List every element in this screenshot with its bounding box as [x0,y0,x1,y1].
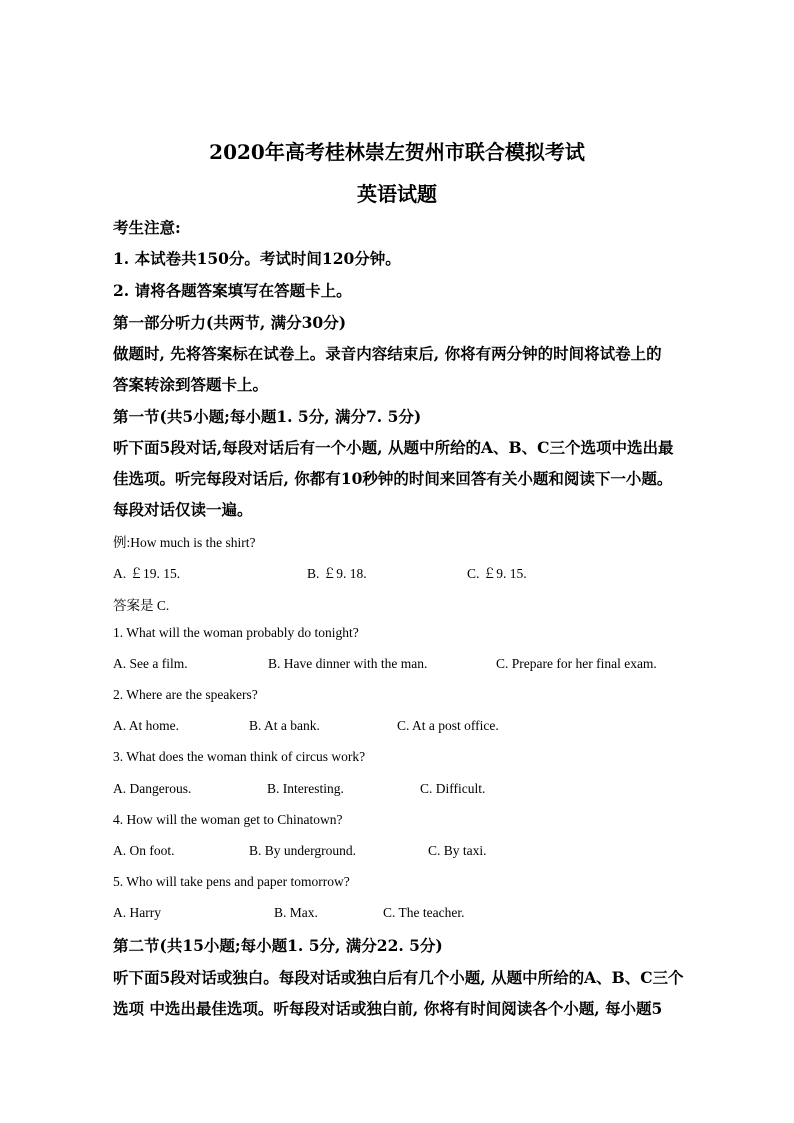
section2-instruction-line: 听下面5段对话或独白。每段对话或独白后有几个小题, 从题中所给的A、B、C三个 [113,968,684,987]
exam-subtitle: 英语试题 [357,182,437,206]
exam-title: 2020年高考桂林崇左贺州市联合模拟考试 [209,140,585,164]
example-option-c: C. ￡9. 15. [467,566,527,581]
example-option-a: A. ￡19. 15. [113,566,181,581]
question-3: 3. What does the woman think of circus work? [113,749,366,764]
question-3-option-a: A. Dangerous. [113,781,192,796]
part1-heading: 第一部分听力(共两节, 满分30分) [113,313,347,332]
part1-instruction-line: 做题时, 先将答案标在试卷上。录音内容结束后, 你将有两分钟的时间将试卷上的 [113,344,662,363]
section1-instruction-line: 每段对话仅读一遍。 [113,500,253,519]
example-question: 例:How much is the shirt? [113,535,256,550]
question-5-option-c: C. The teacher. [383,905,465,920]
question-2-option-c: C. At a post office. [397,718,499,733]
question-3-option-b: B. Interesting. [267,781,344,796]
question-4-option-c: C. By taxi. [428,843,487,858]
question-4-option-b: B. By underground. [249,843,356,858]
part1-instruction-line: 答案转涂到答题卡上。 [113,375,269,394]
section1-heading: 第一节(共5小题;每小题1. 5分, 满分7. 5分) [113,407,422,426]
question-1-option-b: B. Have dinner with the man. [268,656,428,671]
section2-instruction-line: 选项 中选出最佳选项。听每段对话或独白前, 你将有时间阅读各个小题, 每小题5 [113,999,663,1018]
notice-item-2: 2. 请将各题答案填写在答题卡上。 [113,281,352,300]
question-1: 1. What will the woman probably do tonight? [113,625,359,640]
question-1-option-c: C. Prepare for her final exam. [496,656,657,671]
question-2-option-a: A. At home. [113,718,179,733]
question-3-option-c: C. Difficult. [420,781,486,796]
question-1-option-a: A. See a film. [113,656,188,671]
question-2: 2. Where are the speakers? [113,687,258,702]
example-option-b: B. ￡9. 18. [307,566,367,581]
section1-instruction-line: 佳选项。听完每段对话后, 你都有10秒钟的时间来回答有关小题和阅读下一小题。 [113,469,673,488]
question-5: 5. Who will take pens and paper tomorrow? [113,874,350,889]
notice-heading: 考生注意: [113,218,181,237]
example-answer: 答案是 C. [113,598,170,613]
section2-heading: 第二节(共15小题;每小题1. 5分, 满分22. 5分) [113,936,443,955]
question-4: 4. How will the woman get to Chinatown? [113,812,343,827]
section1-instruction-line: 听下面5段对话,每段对话后有一个小题, 从题中所给的A、B、C三个选项中选出最 [113,438,674,457]
notice-item-1: 1. 本试卷共150分。考试时间120分钟。 [113,249,401,268]
question-5-option-a: A. Harry [113,905,161,920]
question-4-option-a: A. On foot. [113,843,175,858]
question-5-option-b: B. Max. [274,905,318,920]
question-2-option-b: B. At a bank. [249,718,320,733]
